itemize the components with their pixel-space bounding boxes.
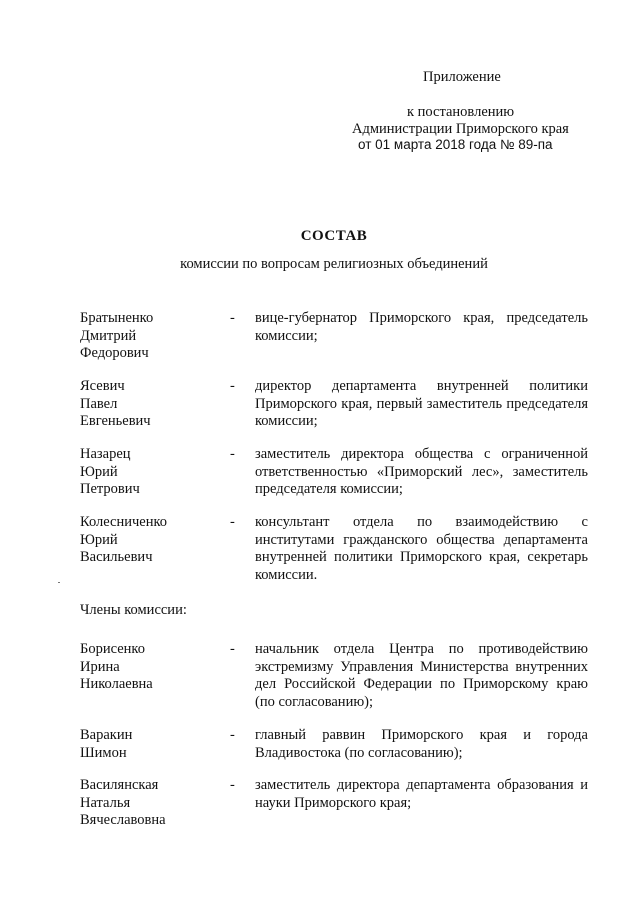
- member-first-name: Дмитрий: [80, 327, 137, 344]
- member-surname: Колесниченко: [80, 514, 168, 530]
- member-patronymic: Вячеславовна: [80, 812, 166, 828]
- member-name: [80, 641, 230, 694]
- member-first-name: Павел: [80, 395, 118, 412]
- dash-separator: -: [230, 446, 235, 462]
- member-surname: Василянская: [80, 777, 159, 793]
- member-name: [80, 446, 230, 499]
- appendix-line-3: Администрации Приморского края: [352, 121, 569, 137]
- member-name: [80, 378, 230, 431]
- member-surname: Варакин: [80, 727, 133, 743]
- member-name: [80, 514, 230, 567]
- member-patronymic: Федорович: [80, 345, 149, 361]
- member-surname: Братыненко: [80, 310, 154, 326]
- scan-speck: [58, 582, 60, 583]
- member-surname: Назарец: [80, 446, 131, 462]
- member-surname: Борисенко: [80, 641, 145, 657]
- member-patronymic: Петрович: [80, 481, 140, 497]
- member-name: [80, 310, 230, 363]
- dash-separator: -: [230, 514, 235, 530]
- dash-separator: -: [230, 378, 235, 394]
- member-role: заместитель директора департамента образования и науки Приморского края;: [255, 777, 588, 811]
- document-title: СОСТАВ: [300, 228, 368, 244]
- member-surname: Ясевич: [80, 378, 125, 394]
- members-section-label: Члены комиссии:: [80, 602, 187, 618]
- dash-separator: -: [230, 641, 235, 657]
- appendix-line-4: от 01 марта 2018 года № 89-па: [358, 137, 553, 152]
- member-patronymic: Васильевич: [80, 549, 153, 565]
- member-role: главный раввин Приморского края и города Владивостока (по согласованию);: [255, 727, 588, 761]
- member-role: заместитель директора общества с ограниченной ответственностью «Приморский лес», заместитель председателя комиссии;: [255, 446, 588, 497]
- member-first-name: Юрий: [80, 463, 118, 480]
- appendix-line-2: к постановлению: [407, 104, 515, 120]
- member-role: вице-губернатор Приморского края, председатель комиссии;: [255, 310, 588, 344]
- member-name: [80, 727, 230, 762]
- member-first-name: Юрий: [80, 531, 118, 548]
- member-patronymic: Николаевна: [80, 676, 153, 692]
- member-role: начальник отдела Центра по противодействию экстремизму Управления Министерства внутренних дел Российской Федерации по Приморскому краю (по согласованию);: [255, 641, 588, 710]
- member-first-name: Наталья: [80, 794, 131, 811]
- document-subtitle: комиссии по вопросам религиозных объединений: [180, 256, 488, 272]
- dash-separator: -: [230, 777, 235, 793]
- member-first-name: Шимон: [80, 744, 127, 761]
- member-role: директор департамента внутренней политики Приморского края, первый заместитель председателя комиссии;: [255, 378, 588, 429]
- member-role: консультант отдела по взаимодействию с институтами гражданского общества департамента внутренней политики Приморского края, секретарь комиссии.: [255, 514, 588, 583]
- member-patronymic: Евгеньевич: [80, 413, 151, 429]
- member-first-name: Ирина: [80, 658, 120, 675]
- member-name: [80, 777, 230, 830]
- appendix-line-1: Приложение: [423, 69, 501, 85]
- dash-separator: -: [230, 727, 235, 743]
- dash-separator: -: [230, 310, 235, 326]
